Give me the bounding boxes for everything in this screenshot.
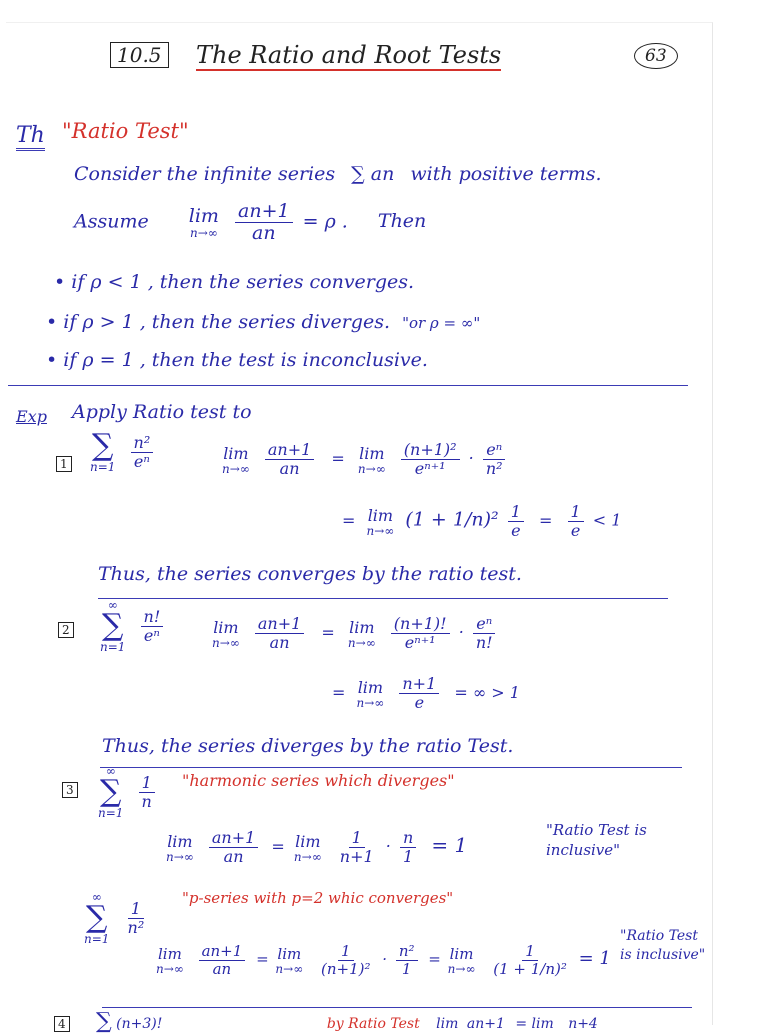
example-3-step: lim n→∞ $\frac{an+1}{an}$ = lim n→∞ $\frac{1}{n+1}$ · $\frac{n}{1}$ = 1 [166, 828, 468, 866]
divider-line [8, 385, 688, 386]
example-1-conclusion: Thus, the series converges by the ratio test. [98, 563, 522, 585]
p-series-remark: "Ratio Test is inclusive" [620, 928, 706, 963]
example-3-label: 3 [62, 779, 78, 798]
bullet-converges: • if ρ < 1 , then the series converges. [54, 271, 415, 293]
page-number: 63 [634, 43, 678, 69]
bullet-diverges: • if ρ > 1 , then the series diverges. "or ρ = ∞" [46, 311, 481, 333]
example-4-partial: ∑ (n+3)! by Ratio Test lim an+1 = lim n+4 [96, 1009, 598, 1034]
examples-intro: Apply Ratio test to [72, 401, 252, 423]
p-series-note: "p-series with p=2 whic converges" [182, 889, 454, 907]
example-2-series: ∞ ∑ n=1 $\frac{n!}{\text{eⁿ}}$ [100, 599, 167, 653]
section-number: 10.5 [110, 43, 169, 67]
theorem-line-1: Consider the infinite series ∑ an with positive terms. [74, 163, 602, 185]
example-1-step-1: lim n→∞ $\frac{an+1}{an}$ = lim n→∞ $\frac{\text{(n+1)²}}{\text{eⁿ⁺¹}}$ · $\frac{\text{eⁿ}}{\text{n²}}$ [222, 441, 510, 477]
example-3-series: ∞ ∑ n=1 $\frac{1}{n}$ [98, 765, 159, 819]
example-2-step-2: = lim n→∞ $\frac{n+1}{e}$ = ∞ > 1 [332, 674, 520, 712]
p-series-step: lim n→∞ $\frac{an+1}{an}$ = lim n→∞ $\frac{1}{\text{(n+1)²}}$ · $\frac{\text{n²}}{1}$ = lim n→∞ $\frac{1}{\text{(1 + 1/n)²}}$ = 1 [156, 942, 611, 978]
theorem-tag: Th [16, 123, 45, 151]
example-3-remark: "Ratio Test is inclusive" [546, 821, 647, 859]
example-3-note: "harmonic series which diverges" [182, 771, 455, 790]
example-2-conclusion: Thus, the series diverges by the ratio Test. [102, 735, 514, 757]
page-title: The Ratio and Root Tests [196, 41, 502, 69]
example-2-step-1: lim n→∞ $\frac{an+1}{an}$ = lim n→∞ $\frac{(n+1)!}{\text{eⁿ⁺¹}}$ · $\frac{\text{eⁿ}}{n!}$ [212, 615, 500, 651]
theorem-assumption: Assume lim n→∞ $\frac{an+1}{an}$ = ρ . Then [74, 200, 427, 244]
example-4-label: 4 [54, 1013, 70, 1032]
bullet-inconclusive: • if ρ = 1 , then the test is inconclusive. [46, 349, 428, 371]
theorem-name: "Ratio Test" [62, 119, 189, 143]
divider-line [102, 1007, 692, 1008]
example-1-step-2: = lim n→∞ (1 + 1/n)² $\frac{1}{e}$ = $\frac{1}{e}$ < 1 [342, 502, 622, 540]
p-series: ∞ ∑ n=1 $\frac{1}{\text{n²}}$ [84, 890, 145, 946]
divider-line [98, 598, 668, 599]
example-1-series: ∑ n=1 $\frac{\text{n²}}{\text{eⁿ}}$ [90, 431, 157, 473]
example-2-label: 2 [58, 619, 74, 638]
divider-line [100, 767, 682, 768]
notebook-page [6, 22, 713, 1034]
example-1-label: 1 [56, 453, 72, 472]
examples-tag: Exp [16, 407, 47, 426]
